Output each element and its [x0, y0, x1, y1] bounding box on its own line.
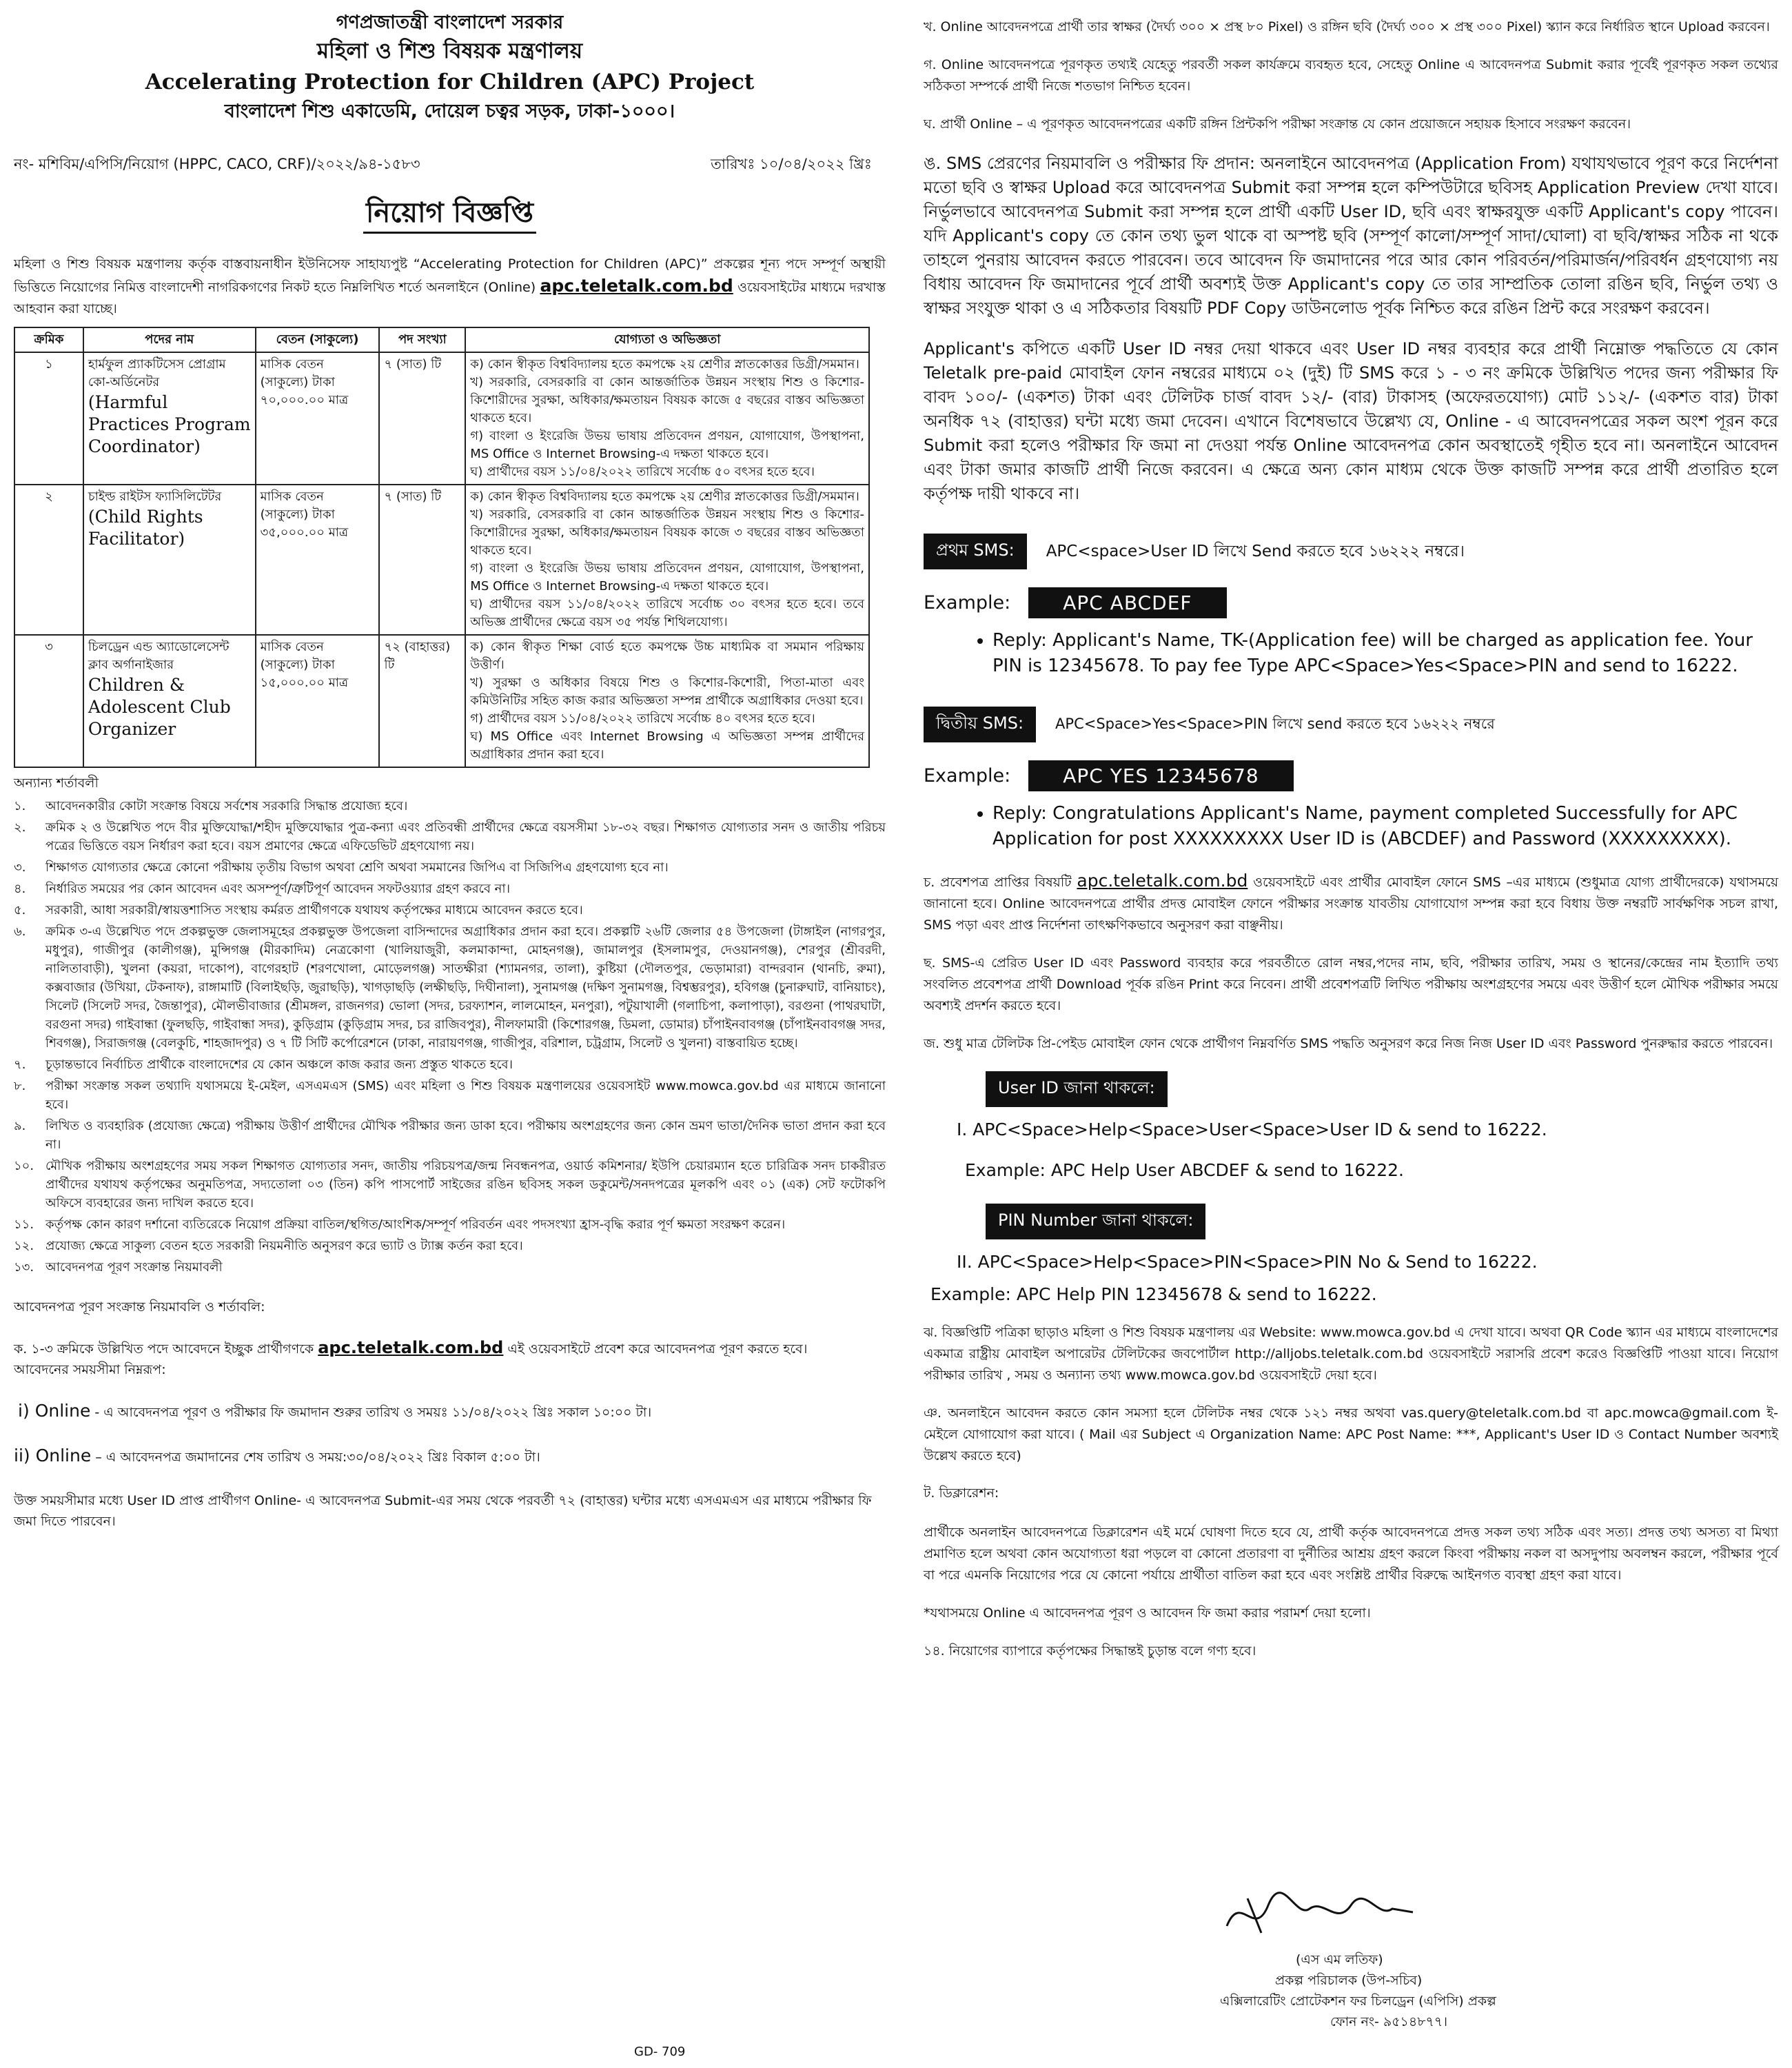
signatory-project: এক্সিলারেটিং প্রোটেকশন ফর চিলড্রেন (এপিসি) প্রকল্প	[1220, 1994, 1496, 2009]
signatory-name: (এস এম লতিফ)	[1296, 1952, 1383, 1967]
signature-block	[1220, 1878, 1633, 2032]
reply-2: • Reply: Congratulations Applicant's Name, payment completed Successfully for APC Application for post XXXXXXXXX User ID is (ABCDEF) and Password (XXXXXXXXX).	[965, 801, 1778, 852]
first-sms-row	[924, 534, 1778, 569]
fee-paragraph: Applicant's কপিতে একটি User ID নম্বর দেয়া থাকবে এবং User ID নম্বর ব্যবহার করে প্রার্থী নিম্নোক্ত পদ্ধতিতে যে কোন Teletalk pre-paid মোবাইল ফোন নম্বরের মাধ্যমে ০২ (দুই) টি SMS করে ১ - ৩ নং ক্রমিকে উল্লিখিত পদের জন্য পরীক্ষার ফি বাবদ ১০০/- (একশত) টাকা এবং টেলিটক চার্জ বাবদ ১২/- (বার) টাকাসহ (অফেরতযোগ্য) মোট ১১২/- (একশত বার) টাকা অনধিক ৭২ (বাহাত্তর) ঘন্টা মধ্যে জমা দেবেন। এখানে বিশেষভাবে উল্লেখ্য যে, Online - এ আবেদনপত্রের সকল অংশ পূরন করে Submit করা হলেও পরীক্ষার ফি জমা না দেওয়া পর্যন্ত Online আবেদনপত্র কোন অবস্থাতেই গৃহীত হবে না। অনলাইনে আবেদন এবং টাকা জমার কাজটি প্রার্থী নিজে করবেন। এ ক্ষেত্রে অন্য কোন মাধ্যম থেকে উক্ত কাজটি সম্পন্ন করে প্রার্থী প্রতারিত হলে কর্তৃপক্ষ দায়ী থাকবে না।	[924, 339, 1778, 503]
govt-name: গণপ্রজাতন্ত্রী বাংলাদেশ সরকার	[336, 12, 564, 33]
col-header-serial: ক্রমিক	[14, 327, 83, 352]
memo-date: তারিখঃ ১০/০৪/২০২২ খ্রিঃ	[711, 156, 872, 172]
teletalk-link[interactable]: apc.teletalk.com.bd	[1077, 871, 1248, 891]
list-item: ১২. প্রযোজ্য ক্ষেত্রে সাকুল্য বেতন হতে সরকারী নিয়মনীতি অনুসরণ করে ভ্যাট ও ট্যাক্স কর্তন করা হবে।	[14, 1239, 523, 1253]
second-sms-row	[924, 707, 1778, 742]
header	[14, 10, 886, 125]
conditions-heading: অন্যান্য শর্তাবলী	[14, 776, 99, 791]
list-item: ৬. ক্রমিক ৩-এ উল্লেখিত পদে প্রকল্পভুক্ত জেলাসমূহের প্রকল্পভুক্ত উপজেলা বাসিন্দাদের অগ্রাধিকার প্রদান করা হবে। প্রকল্পটি ২৬টি জেলার ৫৪ উপজেলা (টাঙ্গাইল (নাগরপুর, মধুপুর), গাজীপুর (কালীগঞ্জ), মুন্সিগঞ্জ (মীরকাদিম) নেত্রকোণা (খালিয়াজুরী, কলমাকান্দা, মোহনগঞ্জ), জামালপুর (ইসলামপুর, দেওয়ানগঞ্জ), শেরপুর (শ্রীবরদী, নালিতাবাড়ী), খুলনা (কয়রা, দাকোপ), বাগেরহাট (শরণখোলা, মোড়েলগঞ্জ) সাতক্ষীরা (শ্যামনগর, তালা), কুষ্টিয়া (দৌলতপুর, ভেড়ামারা) বান্দরবান (থানচি, রুমা), কক্সবাজার (উখিয়া, টেকনাফ), রাঙ্গামাটি (বিলাইছড়ি, জুরাছড়ি), খাগড়াছড়ি (লক্ষীছড়ি, দিঘীনালা), সুনামগঞ্জ (দক্ষিণ সুনামগঞ্জ, বিশ্বম্ভরপুর), হবিগঞ্জ (চুনারুঘাট, বানিয়াচং), সিলেট (সিলেট সদর, জৈন্তাপুর), মৌলভীবাজার (শ্রীমঙ্গল, রাজনগর) ভোলা (সদর, চরফ্যাশন, লালমোহন, মনপুরা), পটুয়াখালী (গলাচিপা, কলাপাড়া), বরগুনা (পাথরঘাটা, বরগুনা সদর) গাইবান্ধা (ফুলছড়ি, গাইবান্ধা সদর), কুড়িগ্রাম (কুড়িগ্রাম সদর, চর রাজিবপুর), নীলফামারী (কিশোরগঞ্জ, ডিমলা, ডোমার) চাঁপাইনবাবগঞ্জ (চাঁপাইনবাবগঞ্জ সদর, শিবগঞ্জ), সিরাজগঞ্জ (বেলকুচি, শাহজাদপুর) ও ৭ টি সিটি কর্পোরেশনে (ঢাকা, নারায়ণগঞ্জ, গাজীপুর, বরিশাল, চট্রগ্রাম, সিলেট ও খুলনা) বাস্তবায়িত হচ্ছে।	[14, 924, 886, 1051]
signatory-designation: প্রকল্প পরিচালক (উপ-সচিব)	[1275, 1973, 1423, 1988]
col-header-salary: বেতন (সাকুল্যে)	[256, 327, 380, 352]
pin-block	[924, 1204, 1778, 1304]
declaration-text: প্রার্থীকে অনলাইন আবেদনপত্রে ডিক্লারেশন এই মর্মে ঘোষণা দিতে হবে যে, প্রার্থী কর্তৃক আবেদনপত্রে প্রদত্ত সকল তথ্য সঠিক এবং সত্য। প্রদত্ত তথ্য অসত্য বা মিথ্যা প্রমাণিত হলে অথবা কোন অযোগ্যতা ধরা পড়লে বা কোনো প্রতারণা বা দুর্নীতির আশ্রয় গ্রহণ করলে কিংবা পরীক্ষায় নকল বা অসদুপায় অবলম্বন করলে, পরীক্ষার পূর্বে বা পরে এমনকি নিয়োগের পরে যে কোনো পর্যায়ে প্রার্থীতা বাতিল করা হবে এবং সংশ্লিষ্ট প্রার্থীর বিরুদ্ধে আইনগত ব্যবস্থা গ্রহণ করা যাবে।	[924, 1525, 1778, 1583]
col-header-count: পদ সংখ্যা	[379, 327, 465, 352]
pin-format: II. APC<Space>Help<Space>PIN<Space>PIN No & Send to 16222.	[957, 1252, 1538, 1272]
user-id-block	[924, 1071, 1778, 1180]
rule-jha: ঝ. বিজ্ঞপ্তিটি পত্রিকা ছাড়াও মহিলা ও শিশু বিষয়ক মন্ত্রণালয় এর Website: www.mowca.gov.bd এ দেখা যাবে। অথবা QR Code স্ক্যান এর মাধ্যমে বাংলাদেশের একমাত্র রাষ্ট্রীয় মোবাইল অপারেটর টেলিটকের জবপোর্টাল http://alljobs.teletalk.com.bd ওয়েবসাইটে সরাসরি প্রবেশ করেও বিজ্ঞপ্তিটি পাওয়া যাবে। নিয়োগ পরীক্ষার তারিখ , সময় ও অন্যান্য তথ্য www.mowca.gov.bd ওয়েবসাইটে দেয়া হবে।	[924, 1325, 1779, 1383]
rule-kha: খ. Online আবেদনপত্রে প্রার্থী তার স্বাক্ষর (দৈর্ঘ্য ৩০০ × প্রস্থ ৮০ Pixel) ও রঙ্গিন ছবি (দৈর্ঘ্য ৩০০ × প্রস্থ ৩০০ Pixel) স্ক্যান করে নির্ধারিত স্থানে Upload করবেন।	[924, 19, 1770, 34]
fee-deadline-note: উক্ত সময়সীমার মধ্যে User ID প্রাপ্ত প্রার্থীগণ Online- এ আবেদনপত্র Submit-এর সময় থেকে পরবর্তী ৭২ (বাহাত্তর) ঘন্টার মধ্যে এসএমএস এর মাধ্যমে পরীক্ষার ফি জমা দিতে পারবেন।	[14, 1493, 872, 1529]
second-sms-format: APC<Space>Yes<Space>PIN লিখে send করতে হবে ১৬২২২ নম্বরে	[1055, 715, 1495, 732]
rule-cha: চ. প্রবেশপত্র প্রাপ্তির বিষয়টি apc.teletalk.com.bd ওয়েবসাইটে এবং প্রার্থীর মোবাইল ফোনে SMS –এর মাধ্যমে (শুধুমাত্র যোগ্য প্রার্থীদেরকে) যথাসময়ে জানানো হবে। Online আবেদনপত্রে প্রার্থীর প্রদত্ত মোবাইল ফোনে পরীক্ষার সংক্রান্ত যাবতীয় যোগাযোগ সম্পন্ন করা হবে বিধায় উক্ত নম্বরটি সার্বক্ষণিক সচল রাখা, SMS পড়া এবং প্রাপ্ত নির্দেশনা তাৎক্ষণিকভাবে অনুসরণ করা বাঞ্ছনীয়।	[924, 871, 1779, 933]
intro-paragraph: মহিলা ও শিশু বিষয়ক মন্ত্রণালয় কর্তৃক বাস্তবায়নাধীন ইউনিসেফ সাহায্যপুষ্ট “Accelerating Protection for Children (APC)” প্রকল্পের শূন্য পদে সম্পূর্ণ অস্থায়ী ভিত্তিতে নিয়োগের নিমিত্ত বাংলাদেশী নাগরিকগণের নিকট হতে নিম্নলিখিত শর্তে অনলাইনে (Online) apc.teletalk.com.bd ওয়েবসাইটের মাধ্যমে দরখাস্ত আহবান করা যাচ্ছে।	[14, 256, 886, 316]
list-item: ৫. সরকারী, আধা সরকারী/স্বায়ত্তশাসিত সংস্থায় কর্মরত প্রার্থীগণকে যথাযথ কর্তৃপক্ষের মাধ্যমে আবেদন করতে হবে।	[14, 903, 583, 918]
pin-example: Example: APC Help PIN 12345678 & send to 16222.	[930, 1284, 1377, 1304]
ministry-name: মহিলা ও শিশু বিষয়ক মন্ত্রণালয়	[316, 39, 583, 63]
start-date-line: i) Online - এ আবেদনপত্র পূরণ ও পরীক্ষার ফি জমাদান শুরুর তারিখ ও সময়ঃ ১১/০৪/২০২২ খ্রিঃ সকাল ১০:০০ টা।	[18, 1401, 652, 1421]
apply-rules-heading: আবেদনপত্র পূরণ সংক্রান্ত নিয়মাবলি ও শর্তাবলি:	[14, 1299, 265, 1315]
right-column	[924, 10, 1779, 2029]
rule-gha: ঘ. প্রার্থী Online – এ পূরণকৃত আবেদনপত্রের একটি রঙ্গিন প্রিন্টকপি পরীক্ষা সংক্রান্ত যে কোন প্রয়োজনে সহায়ক হিসাবে সংরক্ষণ করবেন।	[924, 116, 1631, 132]
example-1: Example: APC ABCDEF	[924, 587, 1778, 618]
reply-1: • Reply: Applicant's Name, TK-(Application fee) will be charged as application fee. Your PIN is 12345678. To pay fee Type APC<Space>Yes<Space>PIN and send to 16222.	[965, 628, 1778, 679]
signatory-phone: ফোন নং- ৯৫১৪৮৭৭।	[1330, 2014, 1448, 2029]
user-id-tag: User ID জানা থাকলে:	[986, 1071, 1168, 1107]
apply-url-link-2[interactable]: apc.teletalk.com.bd	[318, 1338, 504, 1357]
col-header-post: পদের নাম	[83, 327, 256, 352]
positions-table	[14, 327, 870, 768]
gd-code: GD- 709	[634, 2045, 686, 2059]
rule-chha: ছ. SMS-এ প্রেরিত User ID এবং Password ব্যবহার করে পরবর্তীতে রোল নম্বর,পদের নাম, ছবি, পরীক্ষার তারিখ, সময় ও স্থানের/কেন্দ্রের নাম ইত্যাদি তথ্য সংবলিত প্রবেশপত্র প্রার্থী Download পূর্বক রঙিন Print করে নিবেন। প্রার্থী প্রবেশপত্রটি লিখিত পরীক্ষায় অংশগ্রহণের সময়ে এবং উত্তীর্ণ হলে মৌখিক পরীক্ষার সময়ে অবশ্যই প্রদর্শন করতে হবে।	[924, 955, 1778, 1013]
table-row: ১ হার্মফুল প্র্যাকটিসেস প্রোগ্রাম কো-অর্ডিনেটর (Harmful Practices Program Coordinator) মাসিক বেতন (সাকুল্যে) টাকা ৭০,০০০.০০ মাত্র ৭ (সাত) টি ক) কোন স্বীকৃত বিশ্ববিদ্যালয় হতে কমপক্ষে ২য় শ্রেণীর স্নাতকোত্তর ডিগ্রী/সমমান। খ) সরকারি, বেসরকারি বা কোন আন্তর্জাতিক উন্নয়ন সংস্থায় শিশু ও কিশোর-কিশোরীদের সুরক্ষা, অধিকার/ক্ষমতায়ন বিষয়ক কাজে ৫ বছরের বাস্তব অভিজ্ঞতা থাকতে হবে। গ) বাংলা ও ইংরেজি উভয় ভাষায় প্রতিবেদন প্রণয়ন, যোগাযোগ, উপস্থাপনা, MS Office ও Internet Browsing-এ দক্ষতা থাকতে হবে। ঘ) প্রার্থীদের বয়স ১১/০৪/২০২২ তারিখে সর্বোচ্চ ৫০ বৎসর হতে হবে।	[14, 352, 869, 485]
declaration-heading: ট. ডিক্লারেশন:	[924, 1486, 999, 1501]
conditions-list	[14, 797, 886, 1277]
rule-nya: ঞ. অনলাইনে আবেদন করতে কোন সমস্যা হলে টেলিটক নম্বর থেকে ১২১ নম্বর অথবা vas.query@teletalk.com.bd বা apc.mowca@gmail.com ই-মেইলে যোগাযোগ করা যাবে। ( Mail এর Subject এ Organization Name: APC Post Name: ***, Applicant's User ID ও Contact Number অবশ্যই উল্লেখ করতে হবে)	[924, 1406, 1778, 1463]
list-item: ১১. কর্তৃপক্ষ কোন কারণ দর্শানো ব্যতিরেকে নিয়োগ প্রক্রিয়া বাতিল/স্থগিত/আংশিক/সম্পূর্ণ পরিবর্তন এবং পদসংখ্যা হ্রাস-বৃদ্ধি করার পূর্ণ ক্ষমতা সংরক্ষণ করেন।	[14, 1217, 786, 1232]
project-address: বাংলাদেশ শিশু একাডেমি, দোয়েল চত্বর সড়ক, ঢাকা-১০০০।	[224, 101, 675, 122]
table-header-row	[14, 327, 869, 352]
end-date-line: ii) Online – এ আবেদনপত্র জমাদানের শেষ তারিখ ও সময়:৩০/০৪/২০২২ খ্রিঃ বিকাল ৫:০০ টা।	[14, 1446, 540, 1466]
user-id-example: Example: APC Help User ABCDEF & send to 16222.	[965, 1160, 1404, 1180]
list-item: ২. ক্রমিক ২ ও উল্লেখিত পদে বীর মুক্তিযোদ্ধা/শহীদ মুক্তিযোদ্ধার পুত্র-কন্যা এবং প্রতিবন্ধী প্রার্থীদের ক্ষেত্রে বয়সসীমা ১৮-৩২ বছর। শিক্ষাগত যোগ্যতার সনদ ও জাতীয় পরিচয় পত্রের ভিত্তিতে বয়স নির্ধারণ করা হবে। বয়স প্রমাণের ক্ষেত্রে এফিডেভিট গ্রহণযোগ্য নয়।	[14, 820, 886, 853]
project-name: Accelerating Protection for Children (APC) Project	[145, 70, 755, 94]
example-2-code: APC YES 12345678	[1028, 760, 1293, 791]
rule-ga: গ. Online আবেদনপত্রে পূরণকৃত তথ্যই যেহেতু পরবর্তী সকল কার্যক্রমে ব্যবহৃত হবে, সেহেতু Online এ আবেদনপত্র Submit করার পূর্বেই পূরণকৃত সকল তথ্যের সঠিকতা সম্পর্কে প্রার্থী নিজে শতভাগ নিশ্চিত হবেন।	[924, 57, 1778, 94]
rule-umo: ঙ. SMS প্রেরণের নিয়মাবলি ও পরীক্ষার ফি প্রদান: অনলাইনে আবেদনপত্র (Application From) যথাযথভাবে পূরণ করে নির্দেশনা মতো ছবি ও স্বাক্ষর Upload করে আবেদনপত্র Submit করা সম্পন্ন হলে কম্পিউটারে ছবিসহ Application Preview দেখা যাবে। নির্ভুলভাবে আবেদনপত্র Submit করা সম্পন্ন হলে প্রার্থী একটি User ID, ছবি এবং স্বাক্ষরযুক্ত একটি Applicant's copy পাবেন। যদি Applicant's copy তে কোন তথ্য ভুল থাকে বা অস্পষ্ট ছবি (সম্পূর্ণ কালো/সম্পূর্ণ সাদা/ঘোলা) বা ছবি/স্বাক্ষর সঠিক না থকে তাহলে পুনরায় আবেদন করতে পারবেন। তবে আবেদন ফি জমাদানের পরে আর কোন পরিবর্তন/পরিমার্জন/পরিবর্ধন গ্রহণযোগ্য নয় বিধায় আবেদন ফি জমাদানের পূর্বে প্রার্থী অবশ্যই উক্ত Applicant's copy তে তার সাম্প্রতিক তোলা রঙিন ছবি, নির্ভুল তথ্য ও স্বাক্ষর সংযুক্ত থাকা ও এ সঠিকতার বিষয়টি PDF Copy ডাউনলোড পূর্বক নিশ্চিত করে রঙিন প্রিন্ট করে সংরক্ষণ করবেন।	[924, 154, 1778, 318]
list-item: ৮. পরীক্ষা সংক্রান্ত সকল তথ্যাদি যথাসময়ে ই-মেইল, এসএমএস (SMS) এবং মহিলা ও শিশু বিষয়ক মন্ত্রণালয়ের ওয়েবসাইট www.mowca.gov.bd এর মাধ্যমে জানানো হবে।	[14, 1079, 886, 1112]
rule-14: ১৪. নিয়োগের ব্যাপারে কর্তৃপক্ষের সিদ্ধান্তই চুড়ান্ত বলে গণ্য হবে।	[924, 1643, 1256, 1659]
list-item: ৭. চূড়ান্তভাবে নির্বাচিত প্রার্থীকে বাংলাদেশের যে কোন অঞ্চলে কাজ করার জন্য প্রস্তুত থাকতে হবে।	[14, 1057, 513, 1072]
reference-row	[14, 153, 886, 177]
user-id-format: I. APC<Space>Help<Space>User<Space>User ID & send to 16222.	[957, 1119, 1547, 1139]
second-sms-tag: দ্বিতীয় SMS:	[924, 707, 1036, 742]
example-2: Example: APC YES 12345678	[924, 760, 1778, 791]
rule-ja: জ. শুধু মাত্র টেলিটক প্রি-পেইড মোবাইল ফোন থেকে প্রার্থীগণ নিম্নবর্ণিত SMS পদ্ধতি অনুসরণ করে নিজ নিজ User ID এবং Password পুনরুদ্ধার করতে পারবেন।	[924, 1036, 1773, 1051]
first-sms-format: APC<space>User ID লিখে Send করতে হবে ১৬২২২ নম্বরে।	[1046, 542, 1465, 560]
page-title: নিয়োগ বিজ্ঞপ্তি	[14, 191, 886, 237]
first-sms-tag: প্রথম SMS:	[924, 534, 1027, 569]
table-row: ২ চাইল্ড রাইটস ফ্যাসিলিটেটর (Child Rights Facilitator) মাসিক বেতন (সাকুল্যে) টাকা ৩৫,০০০.০০ মাত্র ৭ (সাত) টি ক) কোন স্বীকৃত বিশ্ববিদ্যালয় হতে কমপক্ষে ২য় শ্রেণীর স্নাতকোত্তর ডিগ্রী/সমমান। খ) সরকারি, বেসরকারি বা কোন আন্তর্জাতিক উন্নয়ন সংস্থায় শিশু ও কিশোর-কিশোরীদের সুরক্ষা, অধিকার/ক্ষমতায়ন বিষয়ক কাজে ৩ বছরের বাস্তব অভিজ্ঞতা থাকতে হবে। গ) বাংলা ও ইংরেজি উভয় ভাষায় প্রতিবেদন প্রণয়ন, যোগাযোগ, উপস্থাপনা, MS Office ও Internet Browsing-এ দক্ষতা থাকতে হবে। ঘ) প্রার্থীদের বয়স ১১/০৪/২০২২ তারিখে সর্বোচ্চ ৩০ বৎসর হতে হবে। তবে অভিজ্ঞ প্রার্থীদের ক্ষেত্রে বয়স ৩৫ পর্যন্ত শিথিলযোগ্য।	[14, 485, 869, 635]
pin-tag: PIN Number জানা থাকলে:	[986, 1204, 1205, 1239]
list-item: ৩. শিক্ষাগত যোগ্যতার ক্ষেত্রে কোনো পরীক্ষায় তৃতীয় বিভাগ অথবা শ্রেণি অথবা সমমানের জিপিএ বা সিজিপিএ গ্রহণযোগ্য হবে না।	[14, 860, 669, 875]
list-item: ১. আবেদনকারীর কোটা সংক্রান্ত বিষয়ে সর্বশেষ সরকারি সিদ্ধান্ত প্রযোজ্য হবে।	[14, 799, 408, 813]
online-advice-note: *যথাসময়ে Online এ আবেদনপত্র পূরণ ও আবেদন ফি জমা করার পরামর্শ দেয়া হলো।	[924, 1605, 1371, 1621]
list-item: ১০. মৌখিক পরীক্ষায় অংশগ্রহণের সময় সকল শিক্ষাগত যোগ্যতার সনদ, জাতীয় পরিচয়পত্র/জন্ম নিবন্ধনপত্র, ওয়ার্ড কমিশনার/ ইউপি চেয়ারম্যান হতে চারিত্রিক সনদ চাকরীরত প্রার্থীদের যথাযথ কর্তৃপক্ষের অনুমতিপত্র, সদ্যতোলা ০৩ (তিন) কপি পাসপোর্ট সাইজের রঙিন ছবিসহ সকল ডকুমেন্ট/সনদপত্রের মূলকপি এবং ০১ (এক) সেট ফটোকপি অফিসে ব্যবহারের জন্য দাখিল করতে হবে।	[14, 1159, 886, 1210]
memo-number: নং- মশিবিম/এপিসি/নিয়োগ (HPPC, CACO, CRF)/২০২২/৯৪-১৫৮৩	[14, 156, 420, 172]
left-column	[14, 10, 886, 1532]
apply-step-ka: ক. ১-৩ ক্রমিকে উল্লিখিত পদে আবেদনে ইচ্ছুক প্রার্থীগণকে apc.teletalk.com.bd এই ওয়েবসাইটে প্রবেশ করে আবেদনপত্র পূরণ করতে হবে। আবেদনের সময়সীমা নিম্নরূপ:	[14, 1338, 808, 1377]
list-item: ৯. লিখিত ও ব্যবহারিক (প্রযোজ্য ক্ষেত্রে) পরীক্ষায় উত্তীর্ণ প্রার্থীদের মৌখিক পরীক্ষার জন্য ডাকা হবে। পরীক্ষায় অংশগ্রহণের জন্য কোন ভ্রমণ ভাতা/দৈনিক ভাতা প্রদান করা হবে না।	[14, 1119, 886, 1152]
list-item: ১৩. আবেদনপত্র পূরণ সংক্রান্ত নিয়মাবলী	[14, 1260, 223, 1275]
col-header-qualification: যোগ্যতা ও অভিজ্ঞতা	[465, 327, 869, 352]
table-row: ৩ চিলড্রেন এন্ড অ্যাডোলেসেন্ট ক্লাব অর্গানাইজার Children & Adolescent Club Organizer মাসিক বেতন (সাকুল্যে) টাকা ১৫,০০০.০০ মাত্র ৭২ (বাহাত্তর) টি ক) কোন স্বীকৃত শিক্ষা বোর্ড হতে কমপক্ষে উচ্চ মাধ্যমিক বা সমমান পরিক্ষায় উত্তীর্ণ। খ) সুরক্ষা ও অধিকার বিষয়ে শিশু ও কিশোর-কিশোরী, পিতা-মাতা এবং কমিউনিটির সহিত কাজ করার অভিজ্ঞতা সম্পন্ন প্রার্থীকে অগ্রাধিকার দেওয়া হবে। গ) প্রার্থীদের বয়স ১১/০৪/২০২২ তারিখে সর্বোচ্চ ৪০ বৎসর হতে হবে। ঘ) MS Office এবং Internet Browsing এ অভিজ্ঞতা সম্পন্ন প্রার্থীদের অগ্রাধিকার প্রদান করা হবে।	[14, 635, 869, 767]
list-item: ৪. নির্ধারিত সময়ের পর কোন আবেদন এবং অসম্পূর্ণ/ত্রুটিপূর্ণ আবেদন সফটওয়্যার গ্রহণ করবে না।	[14, 882, 511, 896]
signature-scribble-icon	[1220, 1878, 1427, 1947]
example-1-code: APC ABCDEF	[1028, 587, 1226, 618]
apply-url-link[interactable]: apc.teletalk.com.bd	[540, 276, 733, 296]
